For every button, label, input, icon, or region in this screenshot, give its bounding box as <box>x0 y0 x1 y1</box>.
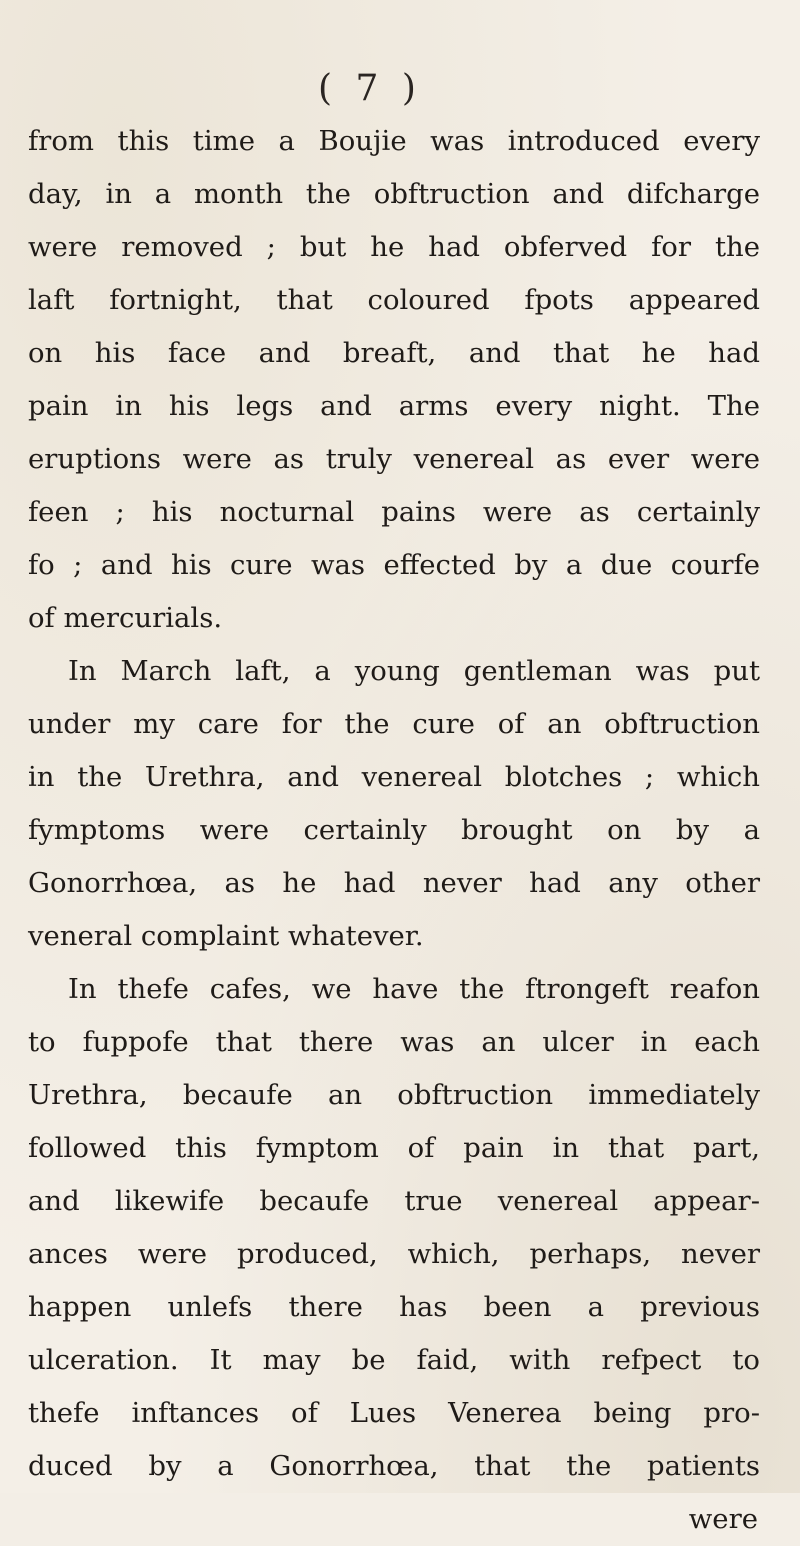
text-line: in the Urethra, and venereal blotches ; which <box>28 761 760 793</box>
text-line: fo ; and his cure was effected by a due courfe <box>28 549 760 581</box>
text-line: to fuppofe that there was an ulcer in each <box>28 1026 760 1058</box>
text-line: feen ; his nocturnal pains were as certainly <box>28 496 760 528</box>
text-line: Gonorrhœa, as he had never had any other <box>28 867 760 899</box>
text-line: from this time a Boujie was introduced every <box>28 125 760 157</box>
text-line: fymptoms were certainly brought on by a <box>28 814 760 846</box>
text-line: In March laft, a young gentleman was put <box>68 655 760 687</box>
body-text <box>28 115 760 1546</box>
text-line: eruptions were as truly venereal as ever were <box>28 443 760 475</box>
text-line: ances were produced, which, perhaps, never <box>28 1238 760 1270</box>
text-line: followed this fymptom of pain in that part, <box>28 1132 760 1164</box>
text-line: day, in a month the obftruction and difcharge <box>28 178 760 210</box>
text-line: thefe inftances of Lues Venerea being pro- <box>28 1397 760 1429</box>
text-line: of mercurials. <box>28 602 223 634</box>
text-line: and likewife becaufe true venereal appear- <box>28 1185 760 1217</box>
page-number: ( 7 ) <box>318 68 422 109</box>
text-line: duced by a Gonorrhœa, that the patients <box>28 1450 760 1482</box>
text-line: veneral complaint whatever. <box>28 920 424 952</box>
text-line: under my care for the cure of an obftruction <box>28 708 760 740</box>
text-line: ulceration. It may be faid, with refpect to <box>28 1344 760 1376</box>
text-line: happen unlefs there has been a previous <box>28 1291 760 1323</box>
text-line: laft fortnight, that coloured fpots appeared <box>28 284 760 316</box>
text-line: pain in his legs and arms every night. The <box>28 390 760 422</box>
catchword: were <box>688 1503 758 1535</box>
text-line: In thefe cafes, we have the ftrongeft reafon <box>68 973 760 1005</box>
text-line: were removed ; but he had obferved for the <box>28 231 760 263</box>
text-line: on his face and breaft, and that he had <box>28 337 760 369</box>
text-line: Urethra, becaufe an obftruction immediately <box>28 1079 760 1111</box>
